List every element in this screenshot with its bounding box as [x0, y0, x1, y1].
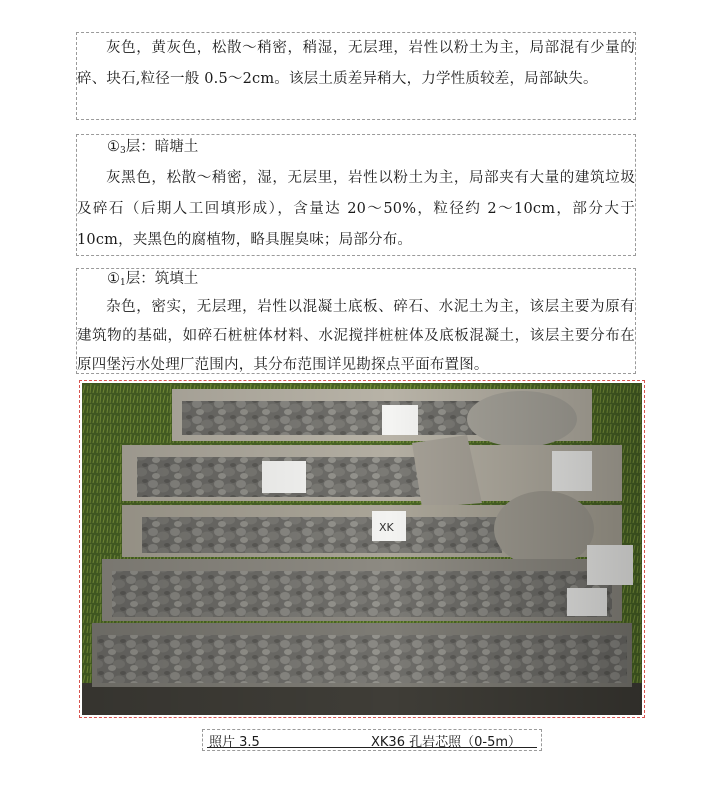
text-block-1 [76, 32, 636, 120]
text-block-3 [76, 268, 636, 374]
layer-title: 层：暗塘土 [125, 139, 199, 155]
layer-heading-3 [77, 135, 635, 163]
paragraph-3: 杂色，密实，无层理，岩性以混凝土底板、碎石、水泥土为主，该层主要为原有建筑物的基础，如碎石桩桩体材料、水泥搅拌桩桩体及底板混凝土，该层主要分布在原四堡污水处理厂范围内，其分布范围详见勘探点平面布置图。 [77, 299, 635, 373]
caption-title: XK36 孔岩芯照（0-5m） [371, 735, 522, 750]
core-sample-photo [82, 383, 642, 715]
text-block-2 [76, 134, 636, 256]
paragraph-1: 灰色，黄灰色，松散～稍密，稍湿，无层理，岩性以粉土为主，局部混有少量的碎、块石,粒径一般 0.5～2cm。该层土质差异稍大，力学性质较差，局部缺失。 [77, 40, 635, 87]
paragraph-2: 灰黑色，松散～稍密，湿，无层里，岩性以粉土为主，局部夹有大量的建筑垃圾及碎石（后期人工回填形成），含量达 20～50%，粒径约 2～10cm，部分大于10cm，夹黑色的腐植物，略具腥臭味；局部分布。 [77, 170, 635, 248]
layer-heading-1 [77, 269, 635, 293]
caption-number: 照片 3.5 [209, 735, 260, 750]
layer-number: ① [107, 271, 120, 287]
layer-subscript: 3 [120, 146, 126, 156]
photo-caption [202, 729, 542, 751]
layer-number: ① [107, 139, 120, 155]
photo-frame [79, 380, 645, 718]
layer-title: 层：筑填土 [125, 271, 199, 287]
caption-underline [207, 747, 537, 748]
layer-subscript: 1 [120, 278, 126, 288]
